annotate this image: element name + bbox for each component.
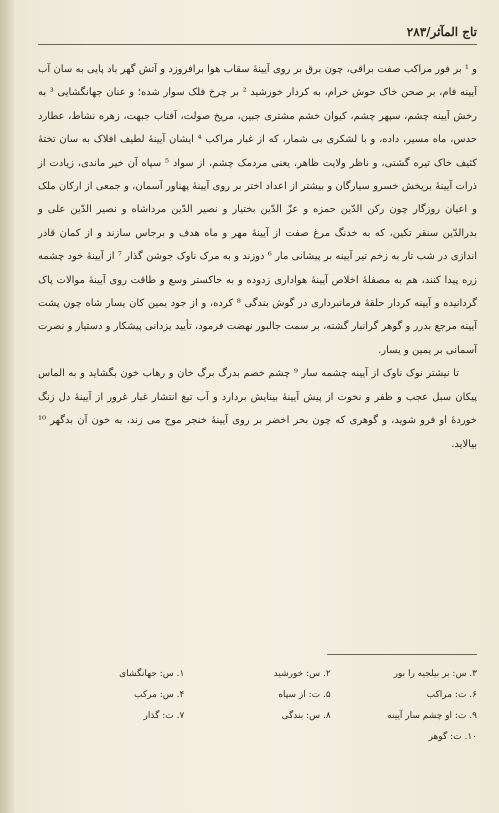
footnote — [184, 727, 330, 748]
footnotes — [38, 664, 477, 748]
footnote: ۸. س: بندگی — [281, 711, 331, 721]
footnote: ۵. ت: از سپاه — [278, 690, 331, 700]
footnote-row — [38, 727, 477, 748]
main-text — [38, 58, 477, 456]
footnote-row — [38, 685, 477, 706]
running-header — [38, 22, 477, 42]
footnote: ۲. س: خورشید — [273, 669, 331, 679]
footnote: ۱۰. ت: گوهر — [428, 732, 477, 742]
footnote-rule — [327, 654, 477, 655]
page-gutter — [0, 0, 14, 813]
footnote — [38, 727, 184, 748]
footnote: ۳. س: بر بیلجیه را بور — [393, 669, 477, 679]
footnote: ۴. س: مرکب — [133, 690, 185, 700]
footnote: ۶. ت: مراکب — [426, 690, 477, 700]
footnote-row — [38, 664, 477, 685]
paragraph: و ¹ بر فور مراکب صفت براقی، چون برق بر روی آیینهٔ سقاب هوا برافروزد و آتش گهر باد پایی به سان آب آیینه فام، بر صحن خاک حوش خرام، به کردار خورشید ² بر چرخ فلک سوار شده؛ و عنان جهانگشایی ³ به رخش آیینه چشم، سپهر چشم، کیوان خشم مشتری جبین، مریخ صولت، آفتاب جبهت، زهره نشاط، عطارد حدس، ماه مسیر، داده، و با لشکری بی شمار، که از غبار مراکب ⁴ ایشان آیینهٔ لطیف افلاک به سان تختهٔ کثیف خاک تیره گشتی، و ناظر ولایت ظاهر، یعنی مردمک چشم، از سواد ⁵ سپاه آن خیر ماندی، زیادت از ذرات آیینهٔ بریخش خسرو سیارگان و بیشتر از اعداد اختر بر روی آیینهٔ پهناور آسمان، و جمعی از ارکان ملک و اعیان روزگار چون رکن الدّین حمزه و عزّ الدّین بختیار و نصیر الدّین مرداشاه و نصیر الدّین علی و بدرالدّین سنقر تکین، که به خدنگ مرغ صفت از آیینهٔ مهر و ماه هدف و برجاس سازند و از کمان قادر اندازی در شب تار به زخم تیر آیینه بر پیشانی مار ⁶ دوزند و به مرک ناوک جوشن گذار ⁷ از آیینهٔ خود چشمه زره پیدا کنند، هم به مصفلهٔ اخلاص آیینهٔ هواداری زدوده و به حاکستر وسع و طاقت روی آیینهٔ موالات پاک گردانیده و آیینه کردار حلقهٔ فرمانبرداری در گوش بندگی ⁸ کرده، و از جود یمین کان یسار شاه چون پشت آیینه مرجع بدرر و گوهر گرانبار گشته، بر سمت جالبور نهضت فرمود، تأیید یزدانی پیشکار و دستیار و نصرت آسمانی بر یمین و یسار. — [38, 64, 478, 356]
paragraph: تا نیشتر نوک ناوک از آیینه چشمه سار ⁹ چشم خصم بدرگ برگ خان و رهاب خون بگشاید و به الماس پیکان سبل عجب و ظفر و نخوت از پیش آیینهٔ بینایش بردارد و آب تیغ انتشار غبار غرور از آیینهٔ دل زنگ خوردهٔ او فرو شوید، و گوهری که چون بحر اخضر بر روی آیینهٔ خنجر موج می زند، به خون آن بدگهر ¹⁰ بیالاید. — [38, 368, 477, 450]
footnote: ۱. س: جهانگشای — [119, 669, 185, 679]
footnote: ۹. ت: او چشم سار آیینه — [387, 711, 477, 721]
running-header-title: تاج المآثر/۲۸۳ — [406, 25, 477, 39]
footnote-row — [38, 706, 477, 727]
footnote: ۷. ت: گذار — [143, 711, 185, 721]
header-rule — [38, 44, 477, 45]
